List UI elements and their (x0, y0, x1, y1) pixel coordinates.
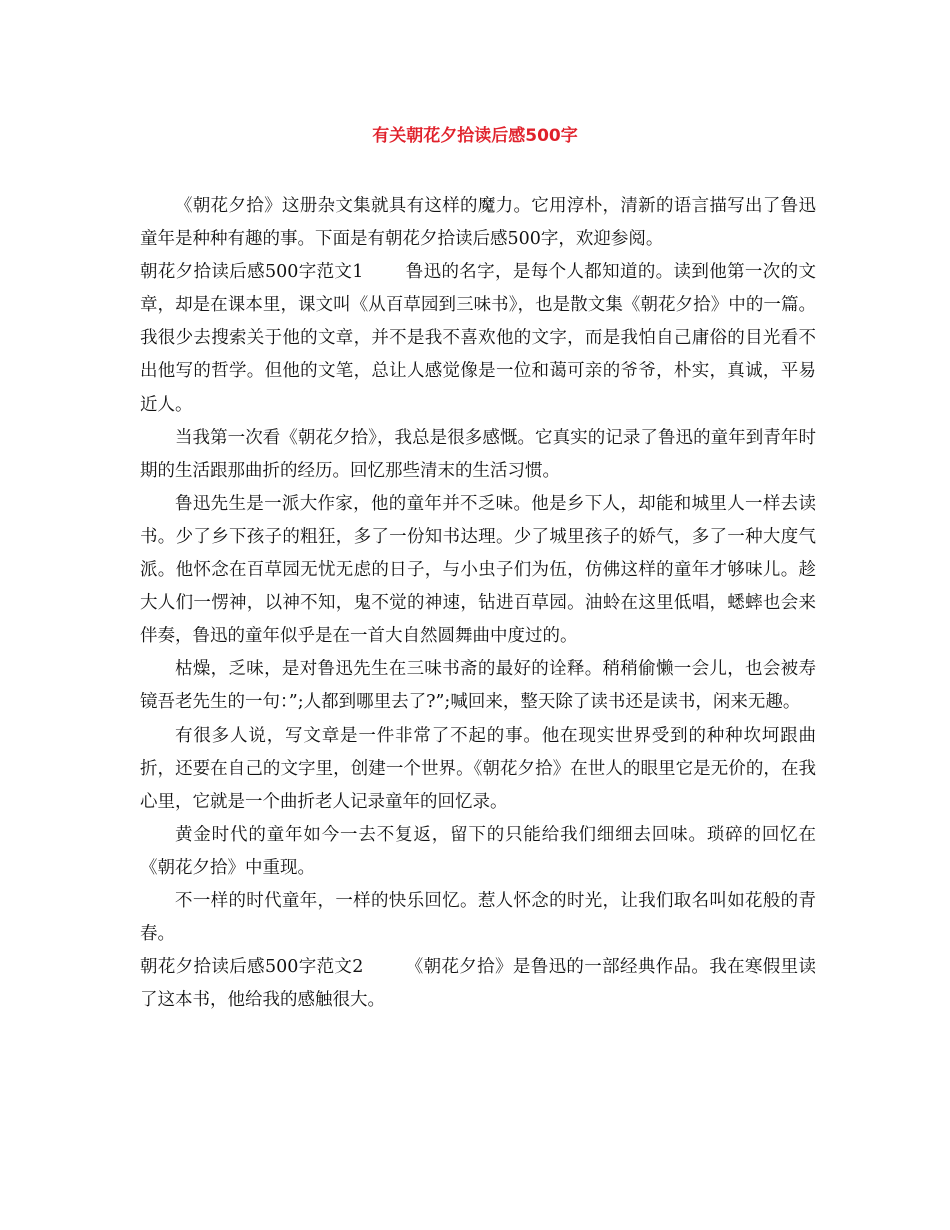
document-body (140, 190, 816, 1017)
section-label: 朝花夕拾读后感500字范文2 (140, 957, 364, 978)
paragraph-essay-2-start (140, 951, 816, 1017)
paragraph: 当我第一次看《朝花夕拾》，我总是很多感慨。它真实的记录了鲁迅的童年到青年时期的生活跟那曲折的经历。回忆那些清末的生活习惯。 (140, 427, 816, 481)
paragraph: 有很多人说，写文章是一件非常了不起的事。他在现实世界受到的种种坎坷跟曲折，还要在自己的文字里，创建一个世界。《朝花夕拾》在世人的眼里它是无价的，在我心里，它就是一个曲折老人记录童年的回忆录。 (140, 725, 816, 812)
paragraph-text: 《朝花夕拾》是鲁迅的一部经典作品。我在寒假里读了这本书，他给我的感触很大。 (140, 957, 816, 1011)
section-label: 朝花夕拾读后感500字范文1 (140, 262, 364, 283)
paragraph-intro: 《朝花夕拾》这册杂文集就具有这样的魔力。它用淳朴，清新的语言描写出了鲁迅童年是种种有趣的事。下面是有朝花夕拾读后感500字，欢迎参阅。 (140, 196, 816, 250)
paragraph: 鲁迅先生是一派大作家，他的童年并不乏味。他是乡下人，却能和城里人一样去读书。少了乡下孩子的粗狂，多了一份知书达理。少了城里孩子的娇气，多了一种大度气派。他怀念在百草园无忧无虑的日子，与小虫子们为伍，仿佛这样的童年才够味儿。趁大人们一愣神，以神不知，鬼不觉的神速，钻进百草园。油蛉在这里低唱，蟋蟀也会来伴奏，鲁迅的童年似乎是在一首大自然圆舞曲中度过的。 (140, 493, 816, 647)
paragraph: 枯燥，乏味，是对鲁迅先生在三味书斋的最好的诠释。稍稍偷懒一会儿，也会被寿镜吾老先生的一句：”;人都到哪里去了?”;喊回来，整天除了读书还是读书，闲来无趣。 (140, 659, 816, 713)
paragraph: 不一样的时代童年，一样的快乐回忆。惹人怀念的时光，让我们取名叫如花般的青春。 (140, 890, 816, 945)
paragraph-essay-1-start (140, 256, 816, 421)
document-title: 有关朝花夕拾读后感500字 (372, 126, 578, 146)
paragraph: 黄金时代的童年如今一去不复返，留下的只能给我们细细去回味。琐碎的回忆在《朝花夕拾》中重现。 (140, 824, 816, 878)
paragraph-text: 鲁迅的名字，是每个人都知道的。读到他第一次的文章，却是在课本里，课文叫《从百草园到三味书》，也是散文集《朝花夕拾》中的一篇。我很少去搜索关于他的文章，并不是我不喜欢他的文字，而是我怕自己庸俗的目光看不出他写的哲学。但他的文笔，总让人感觉像是一位和蔼可亲的爷爷，朴实，真诚，平易近人。 (140, 262, 816, 415)
